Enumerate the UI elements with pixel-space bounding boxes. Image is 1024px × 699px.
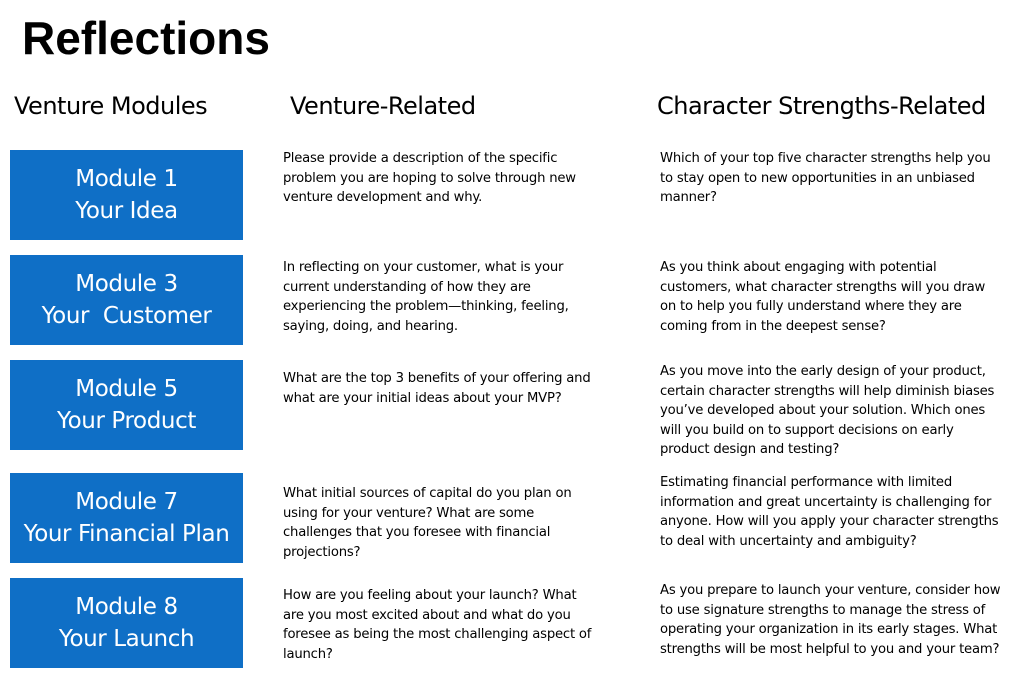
column-header-strengths: Character Strengths-Related <box>657 92 986 120</box>
column-header-venture: Venture-Related <box>290 92 476 120</box>
module-3-box <box>10 255 243 345</box>
module-1-box <box>10 150 243 240</box>
strength-question-module-5: As you move into the early design of your product, certain character strengths will help diminish biases you’ve developed about your solution. Which ones will you build on to support decisions on early product design and testing? <box>660 364 995 457</box>
strength-question-module-3: As you think about engaging with potential customers, what character strengths will you draw on to help you fully understand where they are coming from in the deepest sense? <box>660 260 986 334</box>
module-number: Module 7 <box>75 489 178 515</box>
strength-question-module-1: Which of your top five character strengths help you to stay open to new opportunities in an unbiased manner? <box>660 151 991 205</box>
venture-question-module-3: In reflecting on your customer, what is your current understanding of how they are experiencing the problem—thinking, feeling, saying, doing, and hearing. <box>283 260 569 334</box>
strength-question-module-8: As you prepare to launch your venture, consider how to use signature strengths to manage the stress of operating your organization in its early stages. What strengths will be most helpful to you and your team? <box>660 583 1001 657</box>
module-7-box <box>10 473 243 563</box>
module-title: Your Customer <box>41 303 212 329</box>
strength-question-module-7: Estimating financial performance with limited information and great uncertainty is challenging for anyone. How will you apply your character strengths to deal with uncertainty and ambiguity? <box>660 475 999 549</box>
venture-question-module-5: What are the top 3 benefits of your offering and what are your initial ideas about your MVP? <box>283 371 591 406</box>
module-title: Your Idea <box>75 198 178 224</box>
venture-question-module-1: Please provide a description of the specific problem you are hoping to solve through new venture development and why. <box>283 151 576 205</box>
module-number: Module 3 <box>75 271 178 297</box>
module-8-box <box>10 578 243 668</box>
module-title: Your Launch <box>58 626 195 652</box>
page-title: Reflections <box>22 12 270 64</box>
module-title: Your Product <box>57 408 196 434</box>
module-title: Your Financial Plan <box>23 521 230 547</box>
module-number: Module 1 <box>75 166 178 192</box>
module-number: Module 8 <box>75 594 178 620</box>
venture-question-module-8: How are you feeling about your launch? What are you most excited about and what do you foresee as being the most challenging aspect of launch? <box>283 588 592 662</box>
column-header-modules: Venture Modules <box>14 92 208 120</box>
venture-question-module-7: What initial sources of capital do you plan on using for your venture? What are some challenges that you foresee with financial projections? <box>283 486 572 560</box>
module-5-box <box>10 360 243 450</box>
module-number: Module 5 <box>75 376 178 402</box>
